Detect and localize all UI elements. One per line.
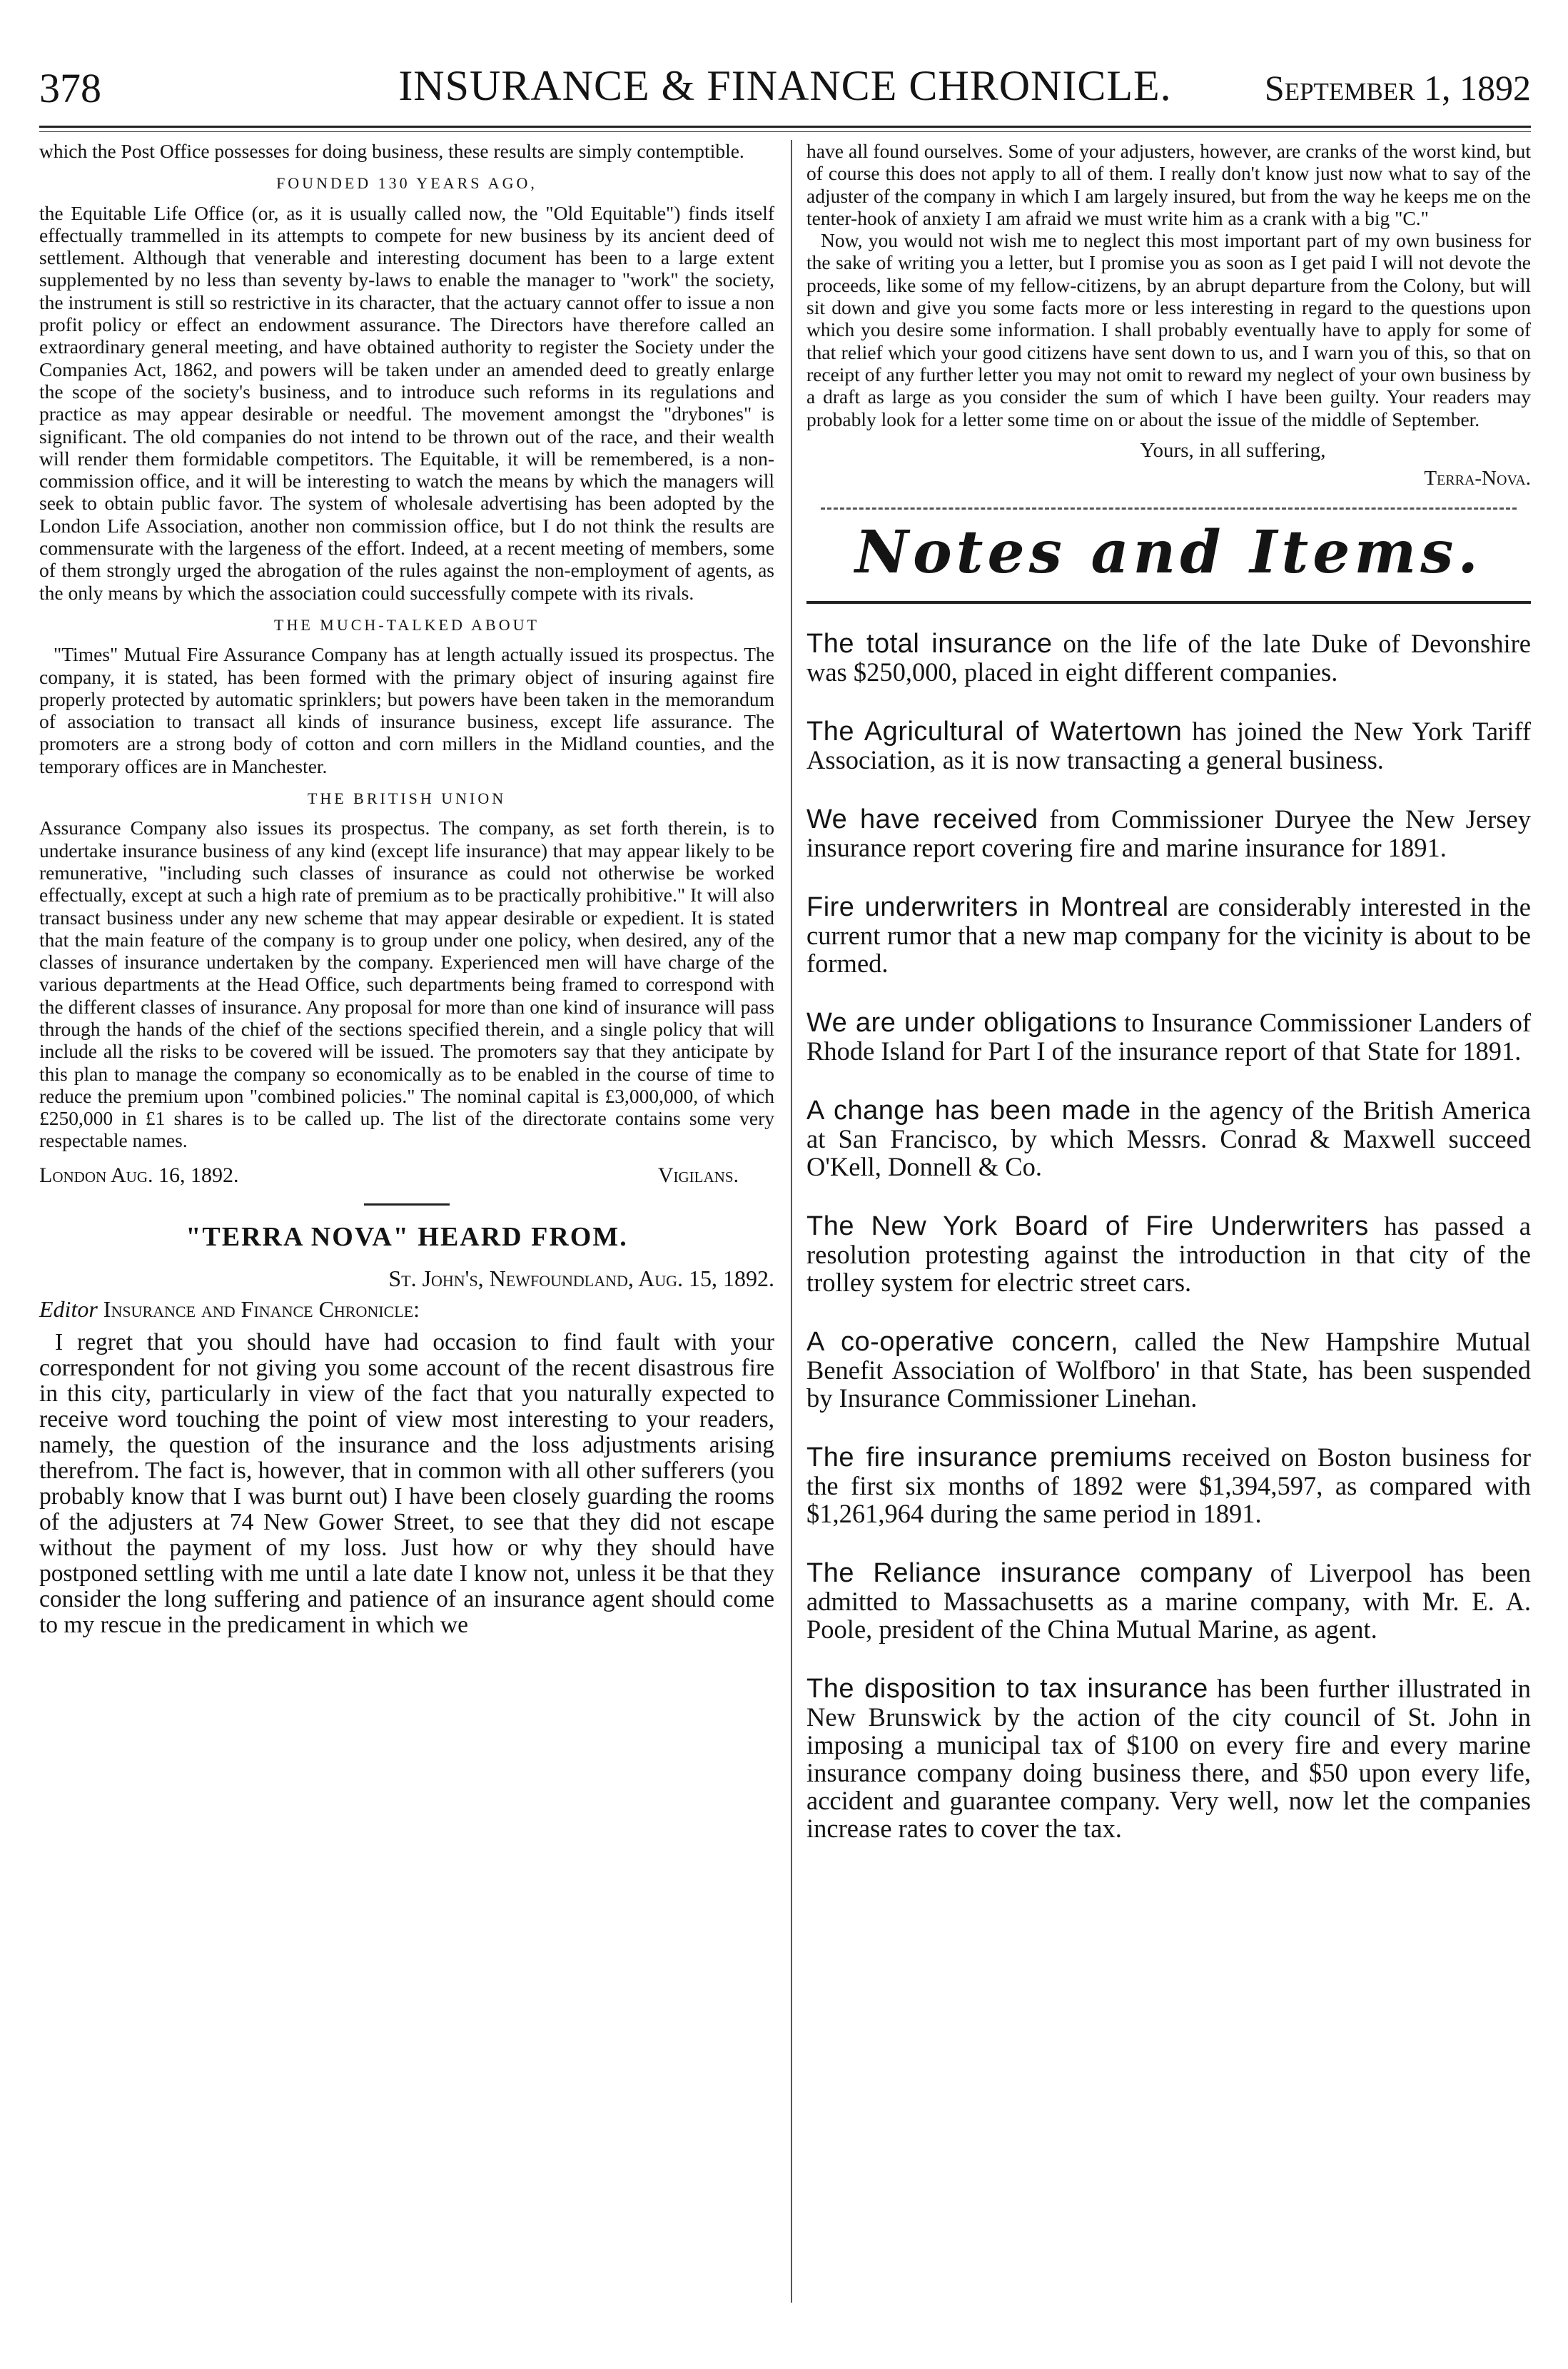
note-lead: The Reliance insurance company xyxy=(806,1557,1253,1588)
section-title-rule xyxy=(806,601,1531,604)
paragraph: the Equitable Life Office (or, as it is usually called now, the "Old Equitable") finds itself effectually trammelled in its attempts to compete for new business by its ancient deed of settlement. Although that venerable and interesting document has been to a large extent supplemented by no less than seventy by-laws to enable the manager to "work" the society, the instrument is still so restrictive in its character, that the actuary cannot offer to issue a non profit policy or effect an endowment assurance. The Directors have therefore called an extraordinary general meeting, and have obtained authority to register the Society under the Companies Act, 1862, and powers will be taken under an amended deed to greatly enlarge the scope of the society's business, and to introduce such reforms in its regulations and practice as may appear desirable or needful. The movement amongst the "drybones" is significant. The old companies do not intend to be thrown out of the race, and their wealth will render them formidable competitors. The Equitable, it will be remembered, is a non-commission office, and it will be interesting to watch the means by which the managers will seek to obtain public favor. The system of wholesale advertising has been adopted by the London Life Association, another non commission office, but I do not think the results are commensurate with the largeness of the effort. Indeed, at a recent meeting of members, some of them strongly urged the abrogation of the rules against the non-employment of agents, as the only means by which the association could successfully compete with its rivals. xyxy=(39,201,774,604)
header-rule-thin xyxy=(39,131,1531,132)
left-column xyxy=(39,140,774,1638)
header-rule xyxy=(39,126,1531,128)
note-text: of Liverpool has been admitted to Massachusetts as a marine company, with Mr. E. A. Poole, president of the China Mutual Marine, as agent. xyxy=(806,1557,1531,1644)
note-lead: The fire insurance premiums xyxy=(806,1442,1172,1473)
note-text: called the New Hampshire Mutual Benefit Association of Wolfboro' in that State, has been suspended by Insurance Commissioner Linehan. xyxy=(806,1326,1531,1413)
publication-title: INSURANCE & FINANCE CHRONICLE. xyxy=(398,62,1172,109)
letter-dateline: St. John's, Newfoundland, Aug. 15, 1892. xyxy=(388,1265,774,1291)
note-item xyxy=(806,630,1531,686)
note-lead: We have received xyxy=(806,804,1038,834)
note-lead: The New York Board of Fire Underwriters xyxy=(806,1211,1369,1241)
column-divider xyxy=(791,140,792,2303)
note-item xyxy=(806,805,1531,862)
paragraph: Assurance Company also issues its prospectus. The company, as set forth therein, is to undertake insurance business of any kind (except life insurance) that may appear likely to be remunerative, "including such classes of insurance as could not otherwise be worked effectually, except at such a high rate of premium as to be practically prohibitive." It will also transact business under any new scheme that may appear desirable or expedient. It is stated that the main feature of the company is to group under one policy, when desired, any of the classes of insurance undertaken by the company. Experienced men will have charge of the various departments at the Head Office, such departments being framed to correspond with the different classes of insurance. Any proposal for more than one kind of insurance will pass through the hands of the chief of the sections specified therein, and a single policy that will include all the risks to be covered will be issued. The promoters say that they anticipate by this plan to manage the company so economically as to be enabled in the course of time to reduce the premium upon "combined policies." The nominal capital is £3,000,000, of which £250,000 in £1 shares is to be called up. The list of the directorate contains some very respectable names. xyxy=(39,817,774,1152)
note-text: in the agency of the British America at San Francisco, by which Messrs. Conrad & Maxwell succeed O'Kell, Donnell & Co. xyxy=(806,1095,1531,1181)
issue-date: September 1, 1892 xyxy=(1264,68,1531,108)
letter-continuation xyxy=(806,140,1531,430)
paragraph: I regret that you should have had occasion to find fault with your correspondent for not giving you some account of the recent disastrous fire in this city, particularly in view of the fact that you naturally expected to receive word touching the point of view most interesting to your readers, namely, the question of the insurance and the loss adjustments arising therefrom. The fact is, however, that in common with all other sufferers (you probably know that I was burnt out) I have been closely guarding the rooms of the adjusters at 74 New Gower Street, to see that they did not escape without the payment of my loss. Just how or why they should have postponed settling with me until a late date I know not, unless it be that they consider the long suffering and patience of an insurance agent should come to my rescue in the predicament in which we xyxy=(39,1328,774,1638)
signature-name: Vigilans. xyxy=(657,1163,739,1187)
subhead-founded: FOUNDED 130 YEARS AGO, xyxy=(276,174,537,193)
note-text: has joined the New York Tariff Association, as it is now transacting a general business. xyxy=(806,716,1531,774)
note-text: to Insurance Commissioner Landers of Rhode Island for Part I of the insurance report of that State for 1891. xyxy=(806,1007,1531,1066)
note-text: are considerably interested in the current rumor that a new map company for the vicinity is about to be formed. xyxy=(806,891,1532,978)
note-text: received on Boston business for the first six months of 1892 were $1,394,597, as compared with $1,261,964 during the same period in 1891. xyxy=(806,1442,1531,1528)
note-lead: The total insurance xyxy=(806,628,1053,659)
signature-row xyxy=(39,1163,774,1188)
page-header xyxy=(39,57,1531,121)
note-lead: A change has been made xyxy=(806,1095,1131,1126)
note-text: has been further illustrated in New Brunswick by the action of the city council of St. John in imposing a municipal tax of $100 on every fire and every marine insurance company doing business there, and $50 upon every life, accident and guarantee company. Very well, now let the companies increase rates to cover the tax. xyxy=(806,1673,1531,1843)
note-text: on the life of the late Duke of Devonshire was $250,000, placed in eight different companies. xyxy=(806,628,1531,687)
section-divider xyxy=(364,1203,450,1206)
subhead-british-union: THE BRITISH UNION xyxy=(307,789,507,808)
closing-line: Yours, in all suffering, xyxy=(1140,438,1326,462)
closing-signature: Terra-Nova. xyxy=(1424,466,1531,490)
dashed-divider xyxy=(821,507,1517,510)
note-text: from Commissioner Duryee the New Jersey insurance report covering fire and marine insurance for 1891. xyxy=(806,804,1531,862)
letter-title: "TERRA NOVA" HEARD FROM. xyxy=(186,1221,628,1252)
paragraph: have all found ourselves. Some of your adjusters, however, are cranks of the worst kind, but of course this does not apply to all of them. I really don't know just now what to say of the adjuster of the company in which I am largely insured, but from the way he keeps me on the tenter-hook of anxiety I am afraid we must write him as a crank with a big "C." xyxy=(806,140,1531,229)
editor-address: Insurance and Finance Chronicle: xyxy=(97,1295,420,1322)
london-letter xyxy=(39,140,774,1152)
note-item xyxy=(806,893,1531,977)
letter-salutation xyxy=(39,1296,774,1323)
paragraph: Now, you would not wish me to neglect this most important part of my own business for the sake of writing you a letter, but I promise you as soon as I get paid I will not devote the proceeds, like some of my fellow-citizens, by an abrupt departure from the Colony, but will sit down and give you some facts more or less interesting in regard to the questions upon which you desire some information. I shall probably eventually have to apply for some of that relief which your good citizens have sent down to us, and I warn you of this, so that on receipt of any further letter you may not omit to reward my neglect of your own business by a draft as large as you consider the sum of which I have been guilty. Your readers may probably look for a letter some time on or about the issue of the middle of September. xyxy=(806,229,1531,430)
page-number: 378 xyxy=(39,65,101,111)
note-item xyxy=(806,1096,1531,1181)
note-item xyxy=(806,1443,1531,1527)
letter-body xyxy=(39,1330,774,1638)
notes-list xyxy=(806,630,1531,1842)
paragraph: which the Post Office possesses for doing business, these results are simply contemptible. xyxy=(39,140,744,162)
note-item xyxy=(806,1009,1531,1065)
note-item xyxy=(806,1559,1531,1643)
note-item xyxy=(806,1328,1531,1412)
subhead-much-talked: THE MUCH-TALKED ABOUT xyxy=(274,615,540,634)
editor-label: Editor xyxy=(39,1295,98,1322)
note-text: has passed a resolution protesting against the introduction in that city of the trolley system for electric street cars. xyxy=(806,1211,1531,1297)
note-item xyxy=(806,1212,1531,1296)
note-lead: We are under obligations xyxy=(806,1007,1118,1038)
note-item xyxy=(806,1675,1531,1842)
note-lead: A co-operative concern, xyxy=(806,1326,1119,1357)
note-lead: Fire underwriters in Montreal xyxy=(806,891,1169,922)
signature-place: London Aug. 16, 1892. xyxy=(39,1163,239,1187)
right-column xyxy=(806,140,1531,1874)
letter-closing xyxy=(806,439,1531,490)
paragraph: "Times" Mutual Fire Assurance Company has at length actually issued its prospectus. The company, it is stated, has been formed with the primary object of insuring against fire properly protected by automatic sprinklers; but powers have been taken in the memorandum of association to transact all kinds of insurance business, except life assurance. The promoters are a strong body of cotton and corn millers in the Midland counties, and the temporary offices are in Manchester. xyxy=(39,643,774,777)
note-lead: The disposition to tax insurance xyxy=(806,1673,1208,1704)
note-item xyxy=(806,717,1531,774)
note-lead: The Agricultural of Watertown xyxy=(806,716,1183,747)
section-title: Notes and Items. xyxy=(855,517,1482,587)
